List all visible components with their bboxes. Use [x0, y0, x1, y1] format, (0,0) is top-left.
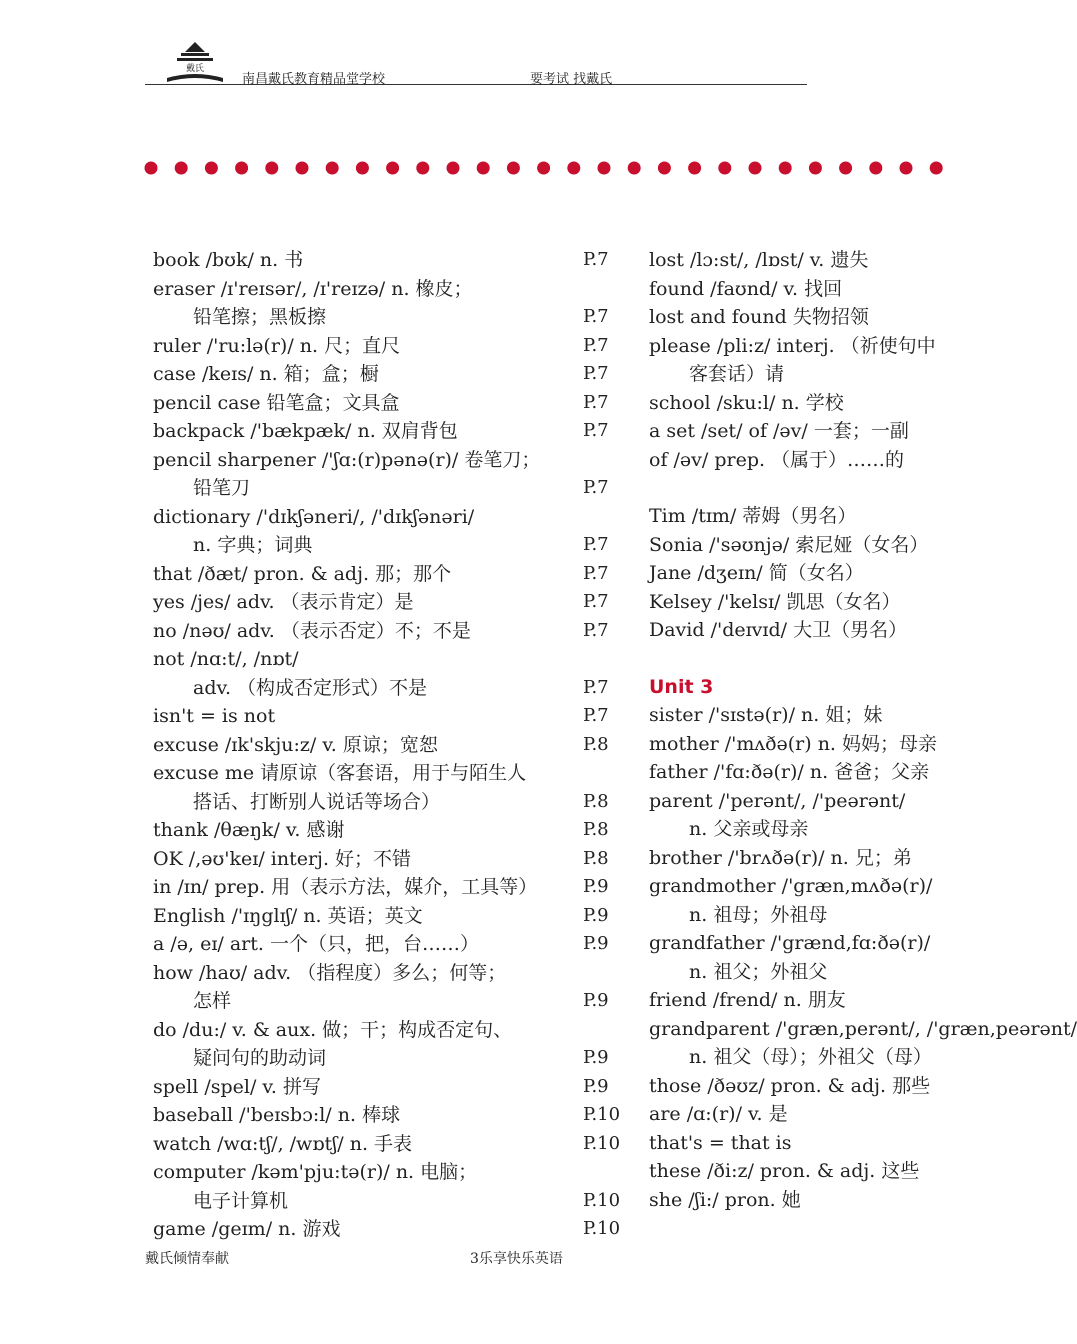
page-ref: P.9	[583, 904, 609, 926]
page-ref: P.10	[583, 1104, 621, 1125]
vocab-row	[153, 816, 623, 845]
dot-icon	[749, 162, 762, 175]
page-ref: P.10	[583, 1218, 621, 1239]
dot-icon	[779, 162, 792, 175]
dot-icon	[477, 162, 490, 175]
vocab-entry: case /keɪs/ n. 箱；盒；橱	[153, 363, 379, 385]
vocab-entry: watch /wɑ:tʃ/, /wɒtʃ/ n. 手表	[153, 1132, 413, 1155]
vocab-entry: thank /θæŋk/ v. 感谢	[153, 819, 345, 841]
vocabulary-scan	[143, 228, 1077, 1240]
page-ref: P.8	[583, 819, 609, 840]
vocab-row	[153, 1187, 623, 1216]
vocab-row	[649, 787, 969, 816]
school-name: 南昌戴氏教育精品堂学校	[242, 72, 386, 87]
slogan: 要考试 找戴氏	[530, 72, 613, 87]
vocab-entry: 疑问句的助动词	[193, 1047, 327, 1069]
page-ref: P.8	[583, 847, 609, 869]
dot-icon	[658, 162, 671, 175]
vocab-row	[153, 1044, 623, 1073]
vocab-entry: 客套话）请	[689, 363, 785, 385]
page-ref: P.7	[583, 363, 609, 384]
logo-text: 戴氏	[185, 64, 205, 74]
vocab-entry: how /haʊ/ adv. （指程度）多么；何等；	[153, 961, 507, 984]
vocab-entry: baseball /'beɪsbɔ:l/ n. 棒球	[153, 1104, 401, 1126]
vocab-row	[153, 674, 623, 703]
vocab-row	[649, 758, 969, 787]
vocab-entry: isn't = is not	[153, 705, 276, 727]
vocab-entry: game /geɪm/ n. 游戏	[153, 1218, 341, 1240]
vocab-row	[649, 559, 969, 588]
vocab-row	[649, 389, 969, 418]
page-ref: P.9	[583, 876, 609, 897]
vocab-row	[153, 246, 623, 275]
vocab-row	[153, 560, 623, 589]
page-ref: P.7	[583, 705, 609, 726]
vocab-row	[649, 531, 969, 560]
vocab-entry: please /pli:z/ interj. （祈使句中	[649, 334, 936, 357]
page-ref: P.10	[583, 1189, 621, 1211]
vocab-row	[649, 1129, 969, 1158]
vocab-row	[649, 1186, 969, 1215]
footer-left: 戴氏倾情奉献	[145, 1251, 229, 1267]
vocab-row	[153, 474, 623, 503]
vocab-entry: not /nɑ:t/, /nɒt/	[153, 648, 299, 670]
logo-icon	[165, 40, 225, 84]
vocab-row	[153, 531, 623, 560]
vocab-entry: 铅笔刀	[193, 477, 251, 499]
vocab-row	[649, 958, 969, 987]
vocab-entry: David /'deɪvɪd/ 大卫（男名）	[649, 619, 908, 641]
vocab-row	[649, 275, 969, 304]
vocab-entry: are /ɑ:(r)/ v. 是	[649, 1103, 788, 1125]
vocab-row	[649, 1015, 1077, 1044]
vocab-entry: sister /'sɪstə(r)/ n. 姐；妹	[649, 704, 883, 726]
vocab-entry: parent /'perənt/, /'peərənt/	[649, 789, 906, 812]
dot-icon	[869, 162, 882, 175]
vocab-entry: excuse me 请原谅（客套语，用于与陌生人	[153, 762, 527, 784]
vocab-entry: book /bʊk/ n. 书	[153, 249, 304, 271]
vocab-row	[153, 759, 623, 788]
vocab-row	[153, 873, 623, 902]
vocab-entry: 铅笔擦；黑板擦	[193, 306, 327, 328]
vocab-row	[153, 845, 623, 874]
vocab-entry: 电子计算机	[193, 1189, 289, 1212]
spacer	[649, 645, 969, 673]
page-ref: P.7	[583, 334, 609, 356]
vocab-row	[649, 246, 969, 275]
dot-icon	[809, 162, 822, 175]
vocab-row	[153, 731, 623, 760]
vocab-row	[153, 389, 623, 418]
dot-icon	[205, 162, 218, 175]
vocab-entry: lost and found 失物招领	[649, 306, 869, 328]
vocab-entry: mother /'mʌðə(r) n. 妈妈；母亲	[649, 732, 938, 755]
page-ref: P.8	[583, 733, 609, 755]
vocab-row	[649, 303, 969, 332]
vocab-entry: 怎样	[193, 990, 232, 1012]
vocab-entry: grandmother /'græn,mʌðə(r)/	[649, 875, 933, 897]
vocab-row	[649, 616, 969, 645]
dot-icon	[386, 162, 399, 175]
vocab-entry: OK /,əʊ'keɪ/ interj. 好；不错	[153, 847, 412, 870]
vocab-entry: father /'fɑ:ðə(r)/ n. 爸爸；父亲	[649, 761, 930, 783]
vocab-entry: yes /jes/ adv. （表示肯定）是	[153, 591, 414, 613]
page-ref: P.9	[583, 990, 609, 1011]
vocab-entry: n. 祖父；外祖父	[689, 960, 828, 983]
page-ref: P.7	[583, 619, 609, 641]
page-ref: P.9	[583, 1075, 609, 1097]
vocab-row	[153, 1101, 623, 1130]
vocab-entry: 搭话、打断别人说话等场合）	[193, 790, 441, 813]
vocab-entry: of /əv/ prep. （属于）……的	[649, 448, 905, 471]
dot-icon	[296, 162, 309, 175]
page-ref: P.7	[583, 249, 609, 270]
spacer	[649, 474, 969, 502]
vocab-row	[649, 1157, 969, 1186]
vocab-row	[649, 332, 969, 361]
vocab-entry: school /sku:l/ n. 学校	[649, 391, 844, 414]
vocab-row	[153, 1158, 623, 1187]
dot-icon	[175, 162, 188, 175]
logo-sub: DS	[189, 78, 201, 86]
dot-icon	[235, 162, 248, 175]
vocab-row	[153, 930, 623, 959]
unit-heading-row	[649, 673, 969, 702]
vocab-row	[649, 701, 969, 730]
vocab-entry: spell /spel/ v. 拼写	[153, 1075, 321, 1098]
vocab-entry: n. 字典；词典	[193, 534, 313, 556]
vocab-row	[153, 332, 623, 361]
vocab-row	[649, 986, 969, 1015]
vocab-row	[153, 645, 623, 674]
vocab-row	[153, 303, 623, 332]
vocab-row	[153, 1215, 623, 1244]
dot-icon	[628, 162, 641, 175]
dot-icon	[598, 162, 611, 175]
dot-icon	[356, 162, 369, 175]
vocab-row	[153, 588, 623, 617]
vocab-entry: n. 祖母；外祖母	[689, 903, 828, 926]
vocab-row	[153, 503, 623, 532]
vocab-entry: a /ə, eɪ/ art. 一个（只，把，台……）	[153, 933, 479, 955]
dot-icon	[447, 162, 460, 175]
vocab-entry: Jane /dʒeɪn/ 简（女名）	[649, 562, 864, 584]
page-ref: P.7	[583, 591, 609, 612]
vocab-row	[649, 502, 969, 531]
vocab-row	[153, 987, 623, 1016]
dot-border	[143, 158, 950, 178]
dot-icon	[145, 162, 158, 175]
vocab-entry: Kelsey /'kelsɪ/ 凯思（女名）	[649, 590, 901, 613]
vocab-row	[153, 1130, 623, 1159]
vocab-entry: a set /set/ of /əv/ 一套；一副	[649, 420, 909, 442]
left-column	[153, 246, 623, 1244]
dot-icon	[326, 162, 339, 175]
vocab-entry: ruler /'ru:lə(r)/ n. 尺；直尺	[153, 334, 401, 357]
vocab-entry: that /ðæt/ pron. & adj. 那；那个	[153, 562, 452, 585]
vocab-entry: n. 祖父（母）；外祖父（母）	[689, 1046, 932, 1068]
vocab-row	[649, 1100, 969, 1129]
vocab-entry: do /du:/ v. & aux. 做；干；构成否定句、	[153, 1018, 513, 1041]
vocab-row	[153, 1073, 623, 1102]
vocab-row	[153, 902, 623, 931]
vocab-row	[153, 617, 623, 646]
vocab-entry: English /'ɪŋglɪʃ/ n. 英语；英文	[153, 904, 423, 927]
vocab-entry: these /ði:z/ pron. & adj. 这些	[649, 1160, 920, 1182]
footer-center: 3乐享快乐英语	[470, 1251, 563, 1267]
vocab-row	[153, 360, 623, 389]
page-ref: P.7	[583, 306, 609, 327]
page-ref: P.9	[583, 933, 609, 954]
vocab-entry: grandfather /'grænd,fɑ:ðə(r)/	[649, 932, 931, 954]
dot-icon	[416, 162, 429, 175]
vocab-entry: she /ʃi:/ pron. 她	[649, 1188, 801, 1211]
dot-icon	[900, 162, 913, 175]
vocab-row	[153, 702, 623, 731]
vocab-entry: eraser /ɪ'reɪsər/, /ɪ'reɪzə/ n. 橡皮；	[153, 277, 473, 300]
vocab-entry: grandparent /'græn,perənt/, /'græn,peərənt/	[649, 1017, 1077, 1040]
vocab-row	[153, 275, 623, 304]
vocab-row	[649, 901, 969, 930]
dot-icon	[839, 162, 852, 175]
vocab-row	[649, 1043, 969, 1072]
vocab-entry: adv. （构成否定形式）不是	[193, 676, 428, 699]
vocab-entry: dictionary /'dɪkʃəneri/, /'dɪkʃənəri/	[153, 505, 475, 528]
dot-icon	[567, 162, 580, 175]
vocab-entry: friend /frend/ n. 朋友	[649, 989, 846, 1011]
vocab-entry: pencil sharpener /'ʃɑ:(r)pənə(r)/ 卷笔刀；	[153, 448, 541, 471]
dot-icon	[507, 162, 520, 175]
vocab-row	[153, 959, 623, 988]
vocab-entry: excuse /ɪk'skju:z/ v. 原谅；宽恕	[153, 733, 438, 756]
vocab-entry: brother /'brʌðə(r)/ n. 兄；弟	[649, 846, 912, 869]
page-ref: P.7	[583, 534, 609, 555]
page-ref: P.7	[583, 477, 609, 498]
page-ref: P.7	[583, 676, 609, 698]
vocab-row	[649, 929, 969, 958]
page-ref: P.10	[583, 1132, 621, 1154]
vocab-row	[649, 1072, 969, 1101]
vocab-row	[649, 872, 969, 901]
page-ref: P.9	[583, 1047, 609, 1068]
vocab-entry: no /nəʊ/ adv. （表示否定）不；不是	[153, 619, 471, 642]
dot-icon	[688, 162, 701, 175]
vocab-entry: Tim /tɪm/ 蒂姆（男名）	[649, 505, 857, 527]
dot-icon	[930, 162, 943, 175]
vocab-entry: pencil case 铅笔盒；文具盒	[153, 391, 400, 414]
vocab-entry: found /faʊnd/ v. 找回	[649, 277, 843, 300]
page-ref: P.8	[583, 790, 609, 812]
page-ref: P.7	[583, 391, 609, 413]
vocab-row	[649, 815, 969, 844]
unit-heading: Unit 3	[649, 675, 714, 698]
vocab-row	[649, 588, 969, 617]
right-column	[649, 246, 1077, 1214]
vocab-row	[649, 446, 969, 475]
vocab-entry: n. 父亲或母亲	[689, 818, 809, 840]
vocab-row	[649, 360, 969, 389]
vocab-row	[649, 417, 969, 446]
vocab-row	[153, 417, 623, 446]
dot-icon	[537, 162, 550, 175]
dot-icon	[718, 162, 731, 175]
page-ref: P.7	[583, 420, 609, 441]
vocab-row	[153, 788, 623, 817]
dot-icon	[265, 162, 278, 175]
page-ref: P.7	[583, 562, 609, 584]
vocab-entry: lost /lɔ:st/, /lɒst/ v. 遗失	[649, 249, 869, 271]
vocab-entry: computer /kəm'pju:tə(r)/ n. 电脑；	[153, 1161, 478, 1183]
vocab-entry: Sonia /'səʊnjə/ 索尼娅（女名）	[649, 533, 929, 556]
vocab-row	[153, 1016, 623, 1045]
vocab-entry: those /ðəʊz/ pron. & adj. 那些	[649, 1074, 931, 1097]
vocab-row	[649, 844, 969, 873]
vocab-entry: in /ɪn/ prep. 用（表示方法，媒介，工具等）	[153, 876, 538, 898]
vocab-entry: backpack /'bækpæk/ n. 双肩背包	[153, 420, 458, 442]
vocab-row	[649, 730, 969, 759]
vocab-row	[153, 446, 623, 475]
page-header	[145, 40, 807, 85]
vocab-entry: that's = that is	[649, 1131, 792, 1154]
